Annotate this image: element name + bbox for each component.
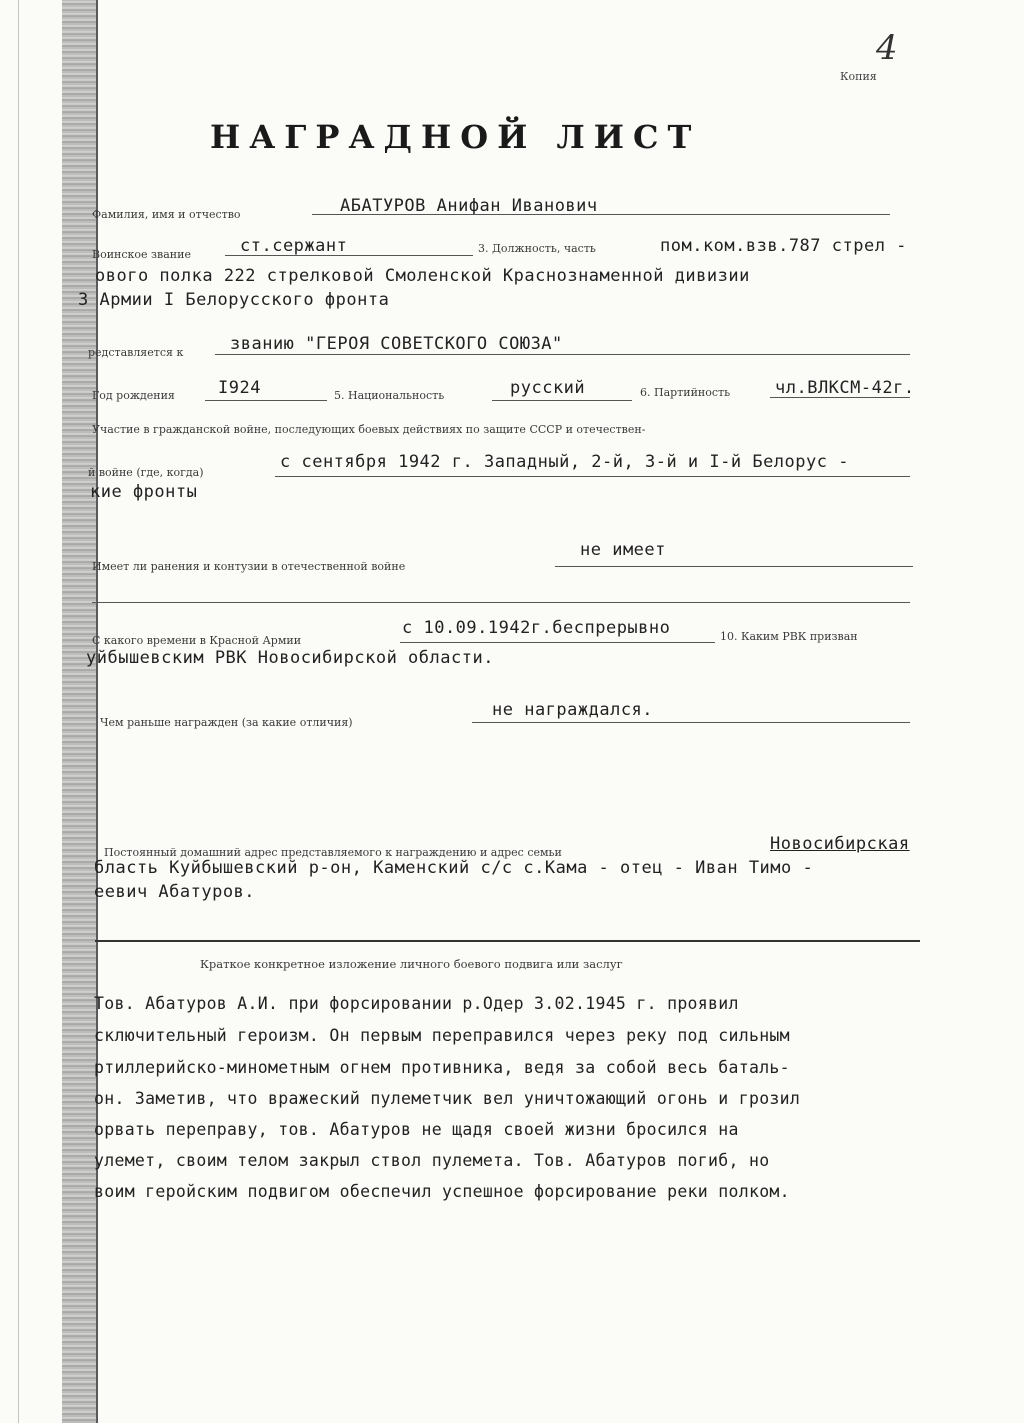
address-value-1: Новосибирская: [770, 834, 910, 854]
narrative-line: Тов. Абатуров А.И. при форсировании р.Одер 3.02.1945 г. проявил: [94, 994, 739, 1013]
birth-label: Год рождения: [92, 389, 175, 402]
nominated-value: званию "ГЕРОЯ СОВЕТСКОГО СОЮЗА": [230, 334, 563, 354]
name-value: АБАТУРОВ Анифан Иванович: [340, 196, 598, 216]
rvk-label: 10. Каким РВК призван: [720, 630, 858, 643]
page-edge-line: [18, 0, 19, 1423]
position-value: пом.ком.взв.787 стрел -: [660, 236, 907, 256]
war-value-2: кие фронты: [90, 482, 198, 502]
narrative-heading: Краткое конкретное изложение личного боевого подвига или заслуг: [200, 957, 623, 971]
copy-mark: Копия: [840, 70, 877, 83]
narrative-line: он. Заметив, что вражеский пулеметчик вел уничтожающий огонь и грозил: [94, 1089, 801, 1108]
nationality-rule: [492, 400, 632, 401]
address-value-2: бласть Куйбышевский р-он, Каменский с/с с.Кама - отец - Иван Тимо -: [94, 858, 814, 878]
narrative-line: воим геройским подвигом обеспечил успешное форсирование реки полком.: [94, 1182, 790, 1201]
rank-label: Воинское звание: [92, 248, 191, 261]
party-label: 6. Партийность: [640, 386, 731, 399]
position-label: 3. Должность, часть: [478, 242, 596, 255]
birth-value: I924: [218, 378, 261, 398]
awards-rule: [472, 722, 910, 723]
wounds-label: Имеет ли ранения и контузии в отечественной войне: [92, 560, 406, 573]
position-continued-2: 3 Армии I Белорусского фронта: [78, 290, 390, 310]
war-label-1: Участие в гражданской войне, последующих боевых действиях по защите СССР и отечествен-: [92, 423, 646, 436]
narrative-line: ртиллерийско-минометным огнем противника, ведя за собой весь баталь-: [94, 1058, 790, 1077]
blank-rule: [92, 602, 910, 603]
nominated-rule: [215, 354, 910, 355]
narrative-line: сключительный героизм. Он первым переправился через реку под сильным: [94, 1026, 790, 1045]
nominated-label: редставляется к: [88, 346, 184, 359]
rvk-value: уйбышевским РВК Новосибирской области.: [86, 648, 494, 668]
army-since-rule: [400, 642, 715, 643]
awards-label: Чем раньше награжден (за какие отличия): [100, 716, 353, 729]
page-number: 4: [876, 28, 898, 68]
war-rule: [275, 476, 910, 477]
party-rule: [770, 397, 910, 398]
address-value-3: еевич Абатуров.: [94, 882, 256, 902]
address-label: Постоянный домашний адрес представляемого к награждению и адрес семьи: [104, 846, 562, 859]
narrative-line: улемет, своим телом закрыл ствол пулемета. Тов. Абатуров погиб, но: [94, 1151, 770, 1170]
nationality-value: русский: [510, 378, 586, 398]
name-label: Фамилия, имя и отчество: [92, 208, 241, 221]
narrative-line: орвать переправу, тов. Абатуров не щадя своей жизни бросился на: [94, 1120, 739, 1139]
war-label-2: й войне (где, когда): [88, 466, 204, 479]
war-value-1: с сентября 1942 г. Западный, 2-й, 3-й и I-й Белорус -: [280, 452, 849, 472]
party-value: чл.ВЛКСМ-42г.: [775, 378, 915, 398]
wounds-rule: [555, 566, 913, 567]
section-divider: [95, 940, 920, 942]
nationality-label: 5. Национальность: [334, 389, 445, 402]
document-title: НАГРАДНОЙ ЛИСТ: [210, 118, 701, 156]
awards-value: не награждался.: [492, 700, 654, 720]
name-rule: [312, 214, 890, 215]
rank-value: ст.сержант: [240, 236, 348, 256]
position-continued-1: ового полка 222 стрелковой Смоленской Краснознаменной дивизии: [95, 266, 750, 286]
birth-rule: [205, 400, 327, 401]
rank-rule: [225, 255, 473, 256]
army-since-value: с 10.09.1942г.беспрерывно: [402, 618, 671, 638]
army-since-label: С какого времени в Красной Армии: [92, 634, 302, 647]
wounds-value: не имеет: [580, 540, 666, 560]
